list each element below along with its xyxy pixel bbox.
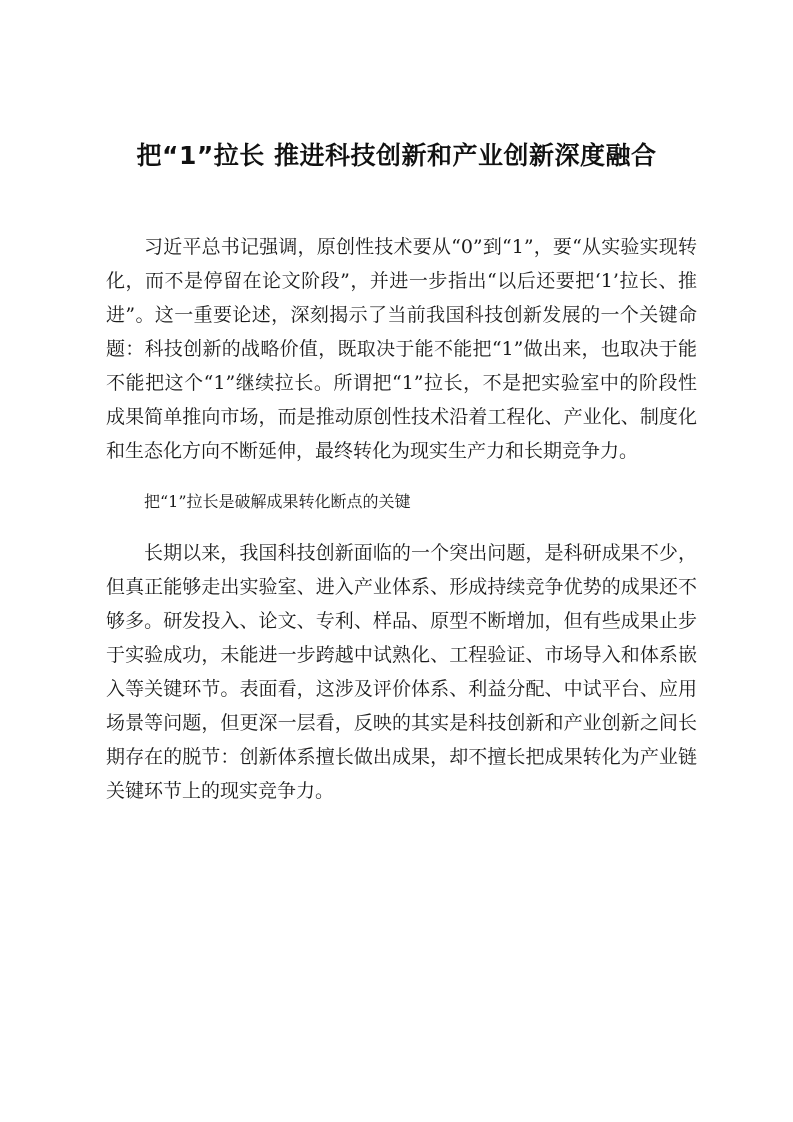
paragraph-intro: 习近平总书记强调，原创性技术要从“0”到“1”，要“从实验实现转化，而不是停留在论文阶段”，并进一步指出“以后还要把‘1’拉长、推进”。这一重要论述，深刻揭示了当前我国科技创新发展的一个关键命题：科技创新的战略价值，既取决于能不能把“1”做出来，也取决于能不能把这个“1”继续拉长。所谓把“1”拉长，不是把实验室中的阶段性成果简单推向市场，而是推动原创性技术沿着工程化、产业化、制度化和生态化方向不断延伸，最终转化为现实生产力和长期竞争力。 [106,236,697,462]
paragraph-body: 长期以来，我国科技创新面临的一个突出问题，是科研成果不少，但真正能够走出实验室、进入产业体系、形成持续竞争优势的成果还不够多。研发投入、论文、专利、样品、原型不断增加，但有些成果止步于实验成功，未能进一步跨越中试熟化、工程验证、市场导入和体系嵌入等关键环节。表面看，这涉及评价体系、利益分配、中试平台、应用场景等问题，但更深一层看，反映的其实是科技创新和产业创新之间长期存在的脱节：创新体系擅长做出成果，却不擅长把成果转化为产业链关键环节上的现实竞争力。 [106,542,697,802]
document-title: 把“1”拉长 推进科技创新和产业创新深度融合 [136,141,657,170]
section-heading: 把“1”拉长是破解成果转化断点的关键 [144,492,411,511]
document-body [106,230,697,825]
